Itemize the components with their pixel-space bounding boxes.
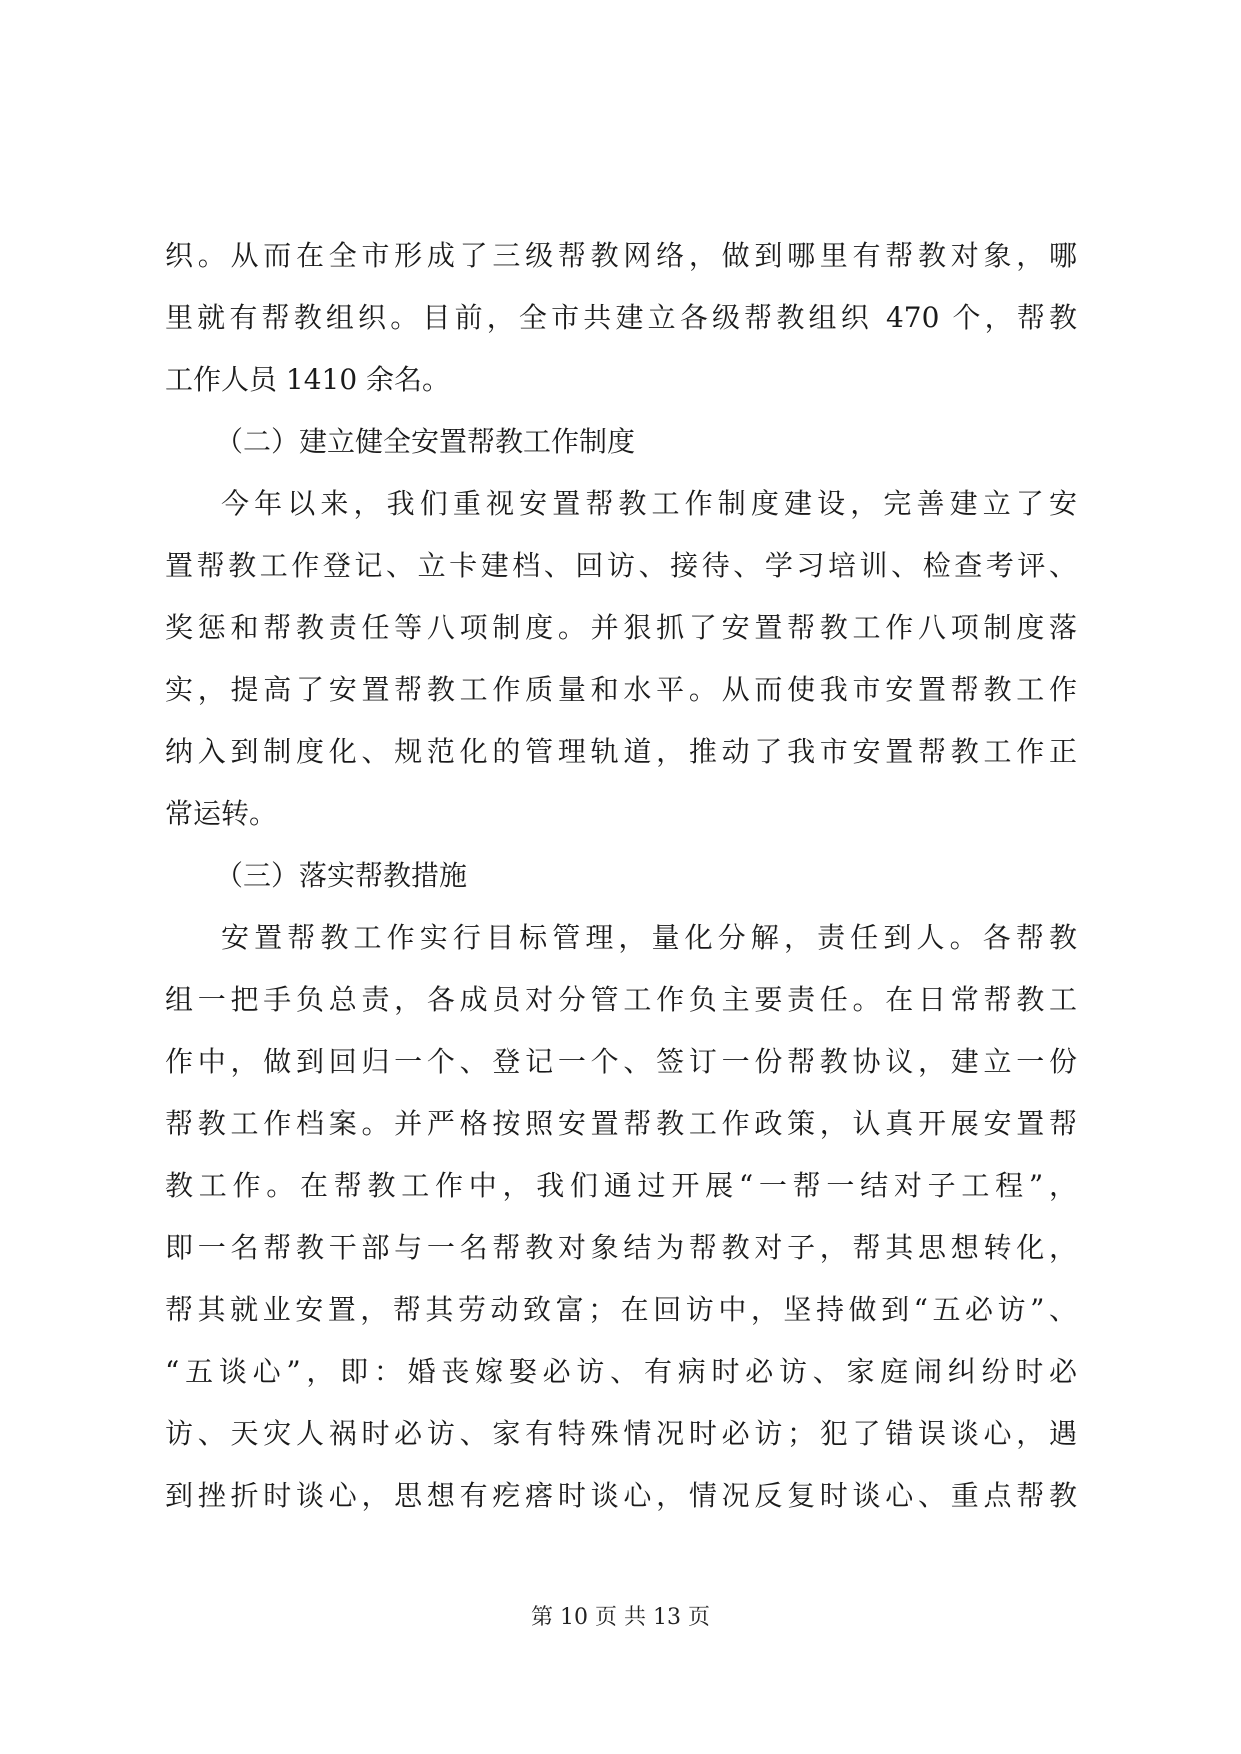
body-line: 实，提高了安置帮教工作质量和水平。从而使我市安置帮教工作 (165, 673, 1077, 706)
body-line: 安置帮教工作实行目标管理，量化分解，责任到人。各帮教 (221, 921, 1077, 954)
section-heading: （二）建立健全安置帮教工作制度 (215, 425, 636, 458)
body-line: 作中，做到回归一个、登记一个、签订一份帮教协议，建立一份 (165, 1045, 1077, 1078)
body-line: 里就有帮教组织。目前，全市共建立各级帮教组织 470 个，帮教 (165, 301, 1077, 334)
body-line: 今年以来，我们重视安置帮教工作制度建设，完善建立了安 (221, 487, 1077, 520)
body-line: 帮其就业安置，帮其劳动致富；在回访中，坚持做到“五必访”、 (165, 1293, 1077, 1326)
body-line: 工作人员 1410 余名。 (165, 363, 451, 396)
body-line: 奖惩和帮教责任等八项制度。并狠抓了安置帮教工作八项制度落 (165, 611, 1077, 644)
body-line: 教工作。在帮教工作中，我们通过开展“一帮一结对子工程”， (165, 1169, 1077, 1202)
section-heading: （三）落实帮教措施 (215, 859, 468, 892)
document-body (165, 225, 1077, 1527)
body-line: “五谈心”，即：婚丧嫁娶必访、有病时必访、家庭闹纠纷时必 (165, 1355, 1077, 1388)
body-line: 即一名帮教干部与一名帮教对象结为帮教对子，帮其思想转化， (165, 1231, 1077, 1264)
body-line: 组一把手负总责，各成员对分管工作负主要责任。在日常帮教工 (165, 983, 1077, 1016)
body-line: 常运转。 (165, 797, 278, 830)
body-line: 访、天灾人祸时必访、家有特殊情况时必访；犯了错误谈心，遇 (165, 1417, 1077, 1450)
body-line: 置帮教工作登记、立卡建档、回访、接待、学习培训、检查考评、 (165, 549, 1077, 582)
body-line: 帮教工作档案。并严格按照安置帮教工作政策，认真开展安置帮 (165, 1107, 1077, 1140)
body-line: 纳入到制度化、规范化的管理轨道，推动了我市安置帮教工作正 (165, 735, 1077, 768)
body-line: 到挫折时谈心，思想有疙瘩时谈心，情况反复时谈心、重点帮教 (165, 1479, 1077, 1512)
body-line: 织。从而在全市形成了三级帮教网络，做到哪里有帮教对象，哪 (165, 239, 1077, 272)
page-number-footer: 第 10 页 共 13 页 (531, 1605, 710, 1630)
